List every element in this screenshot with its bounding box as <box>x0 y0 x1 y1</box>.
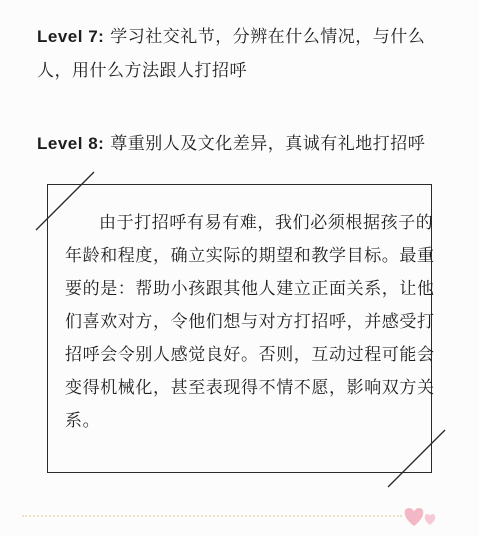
big-heart-icon <box>405 508 424 526</box>
hearts-icon <box>400 500 440 530</box>
level-8-text: 尊重别人及文化差异，真诚有礼地打招呼 <box>104 134 426 154</box>
level-7-text: 学习社交礼节，分辨在什么情况，与什么人，用什么方法跟人打招呼 <box>37 27 426 81</box>
level-7-paragraph <box>37 20 457 88</box>
small-heart-icon <box>425 514 435 525</box>
level-8-paragraph <box>37 127 467 161</box>
level-7-label: Level 7: <box>37 27 105 46</box>
level-8-label: Level 8: <box>37 134 105 153</box>
note-body: 由于打招呼有易有难，我们必须根据孩子的年龄和程度，确立实际的期望和教学目标。最重要的是：帮助小孩跟其他人建立正面关系，让他们喜欢对方，令他们想与对方打招呼，并感受打招呼会令别人感觉良好。否则，互动过程可能会变得机械化，甚至表现得不情不愿，影响双方关系。 <box>65 213 435 431</box>
dotted-divider <box>22 515 402 517</box>
